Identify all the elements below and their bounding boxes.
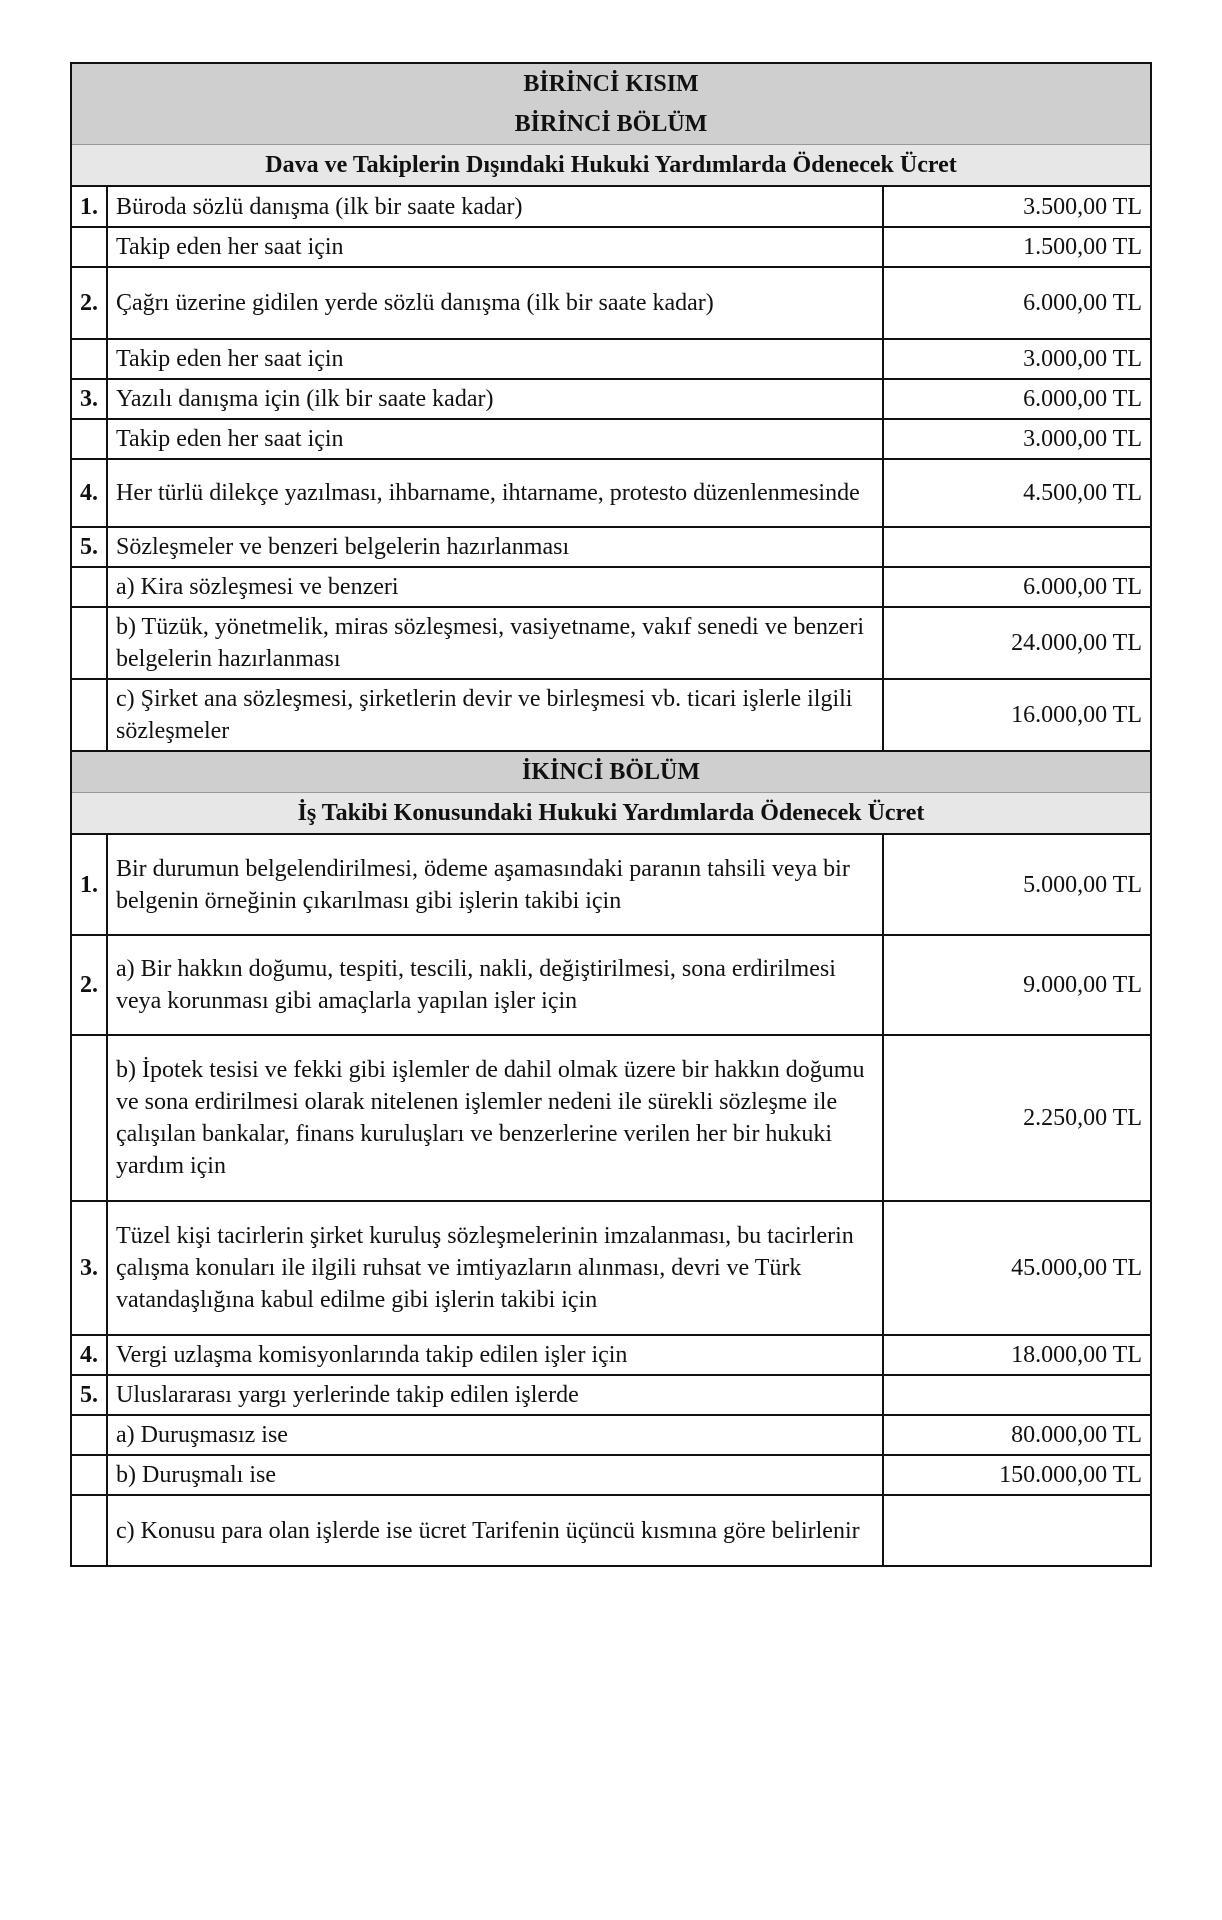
row-description: a) Bir hakkın doğumu, tespiti, tescili, nakli, değiştirilmesi, sona erdirilmesi veya korunması gibi amaçlarla yapılan işler için	[107, 935, 883, 1035]
table-row	[72, 379, 1150, 419]
table-row	[72, 679, 1150, 750]
row-description: Yazılı danışma için (ilk bir saate kadar)	[107, 379, 883, 419]
row-number	[72, 1495, 107, 1565]
table-row	[72, 607, 1150, 679]
section-1-table	[72, 187, 1150, 750]
row-amount: 5.000,00 TL	[883, 835, 1150, 935]
row-description: Vergi uzlaşma komisyonlarında takip edilen işler için	[107, 1335, 883, 1375]
table-row	[72, 187, 1150, 227]
fee-tariff-table	[70, 62, 1152, 1567]
row-number: 3.	[72, 379, 107, 419]
row-description: Çağrı üzerine gidilen yerde sözlü danışma (ilk bir saate kadar)	[107, 267, 883, 339]
row-description: c) Konusu para olan işlerde ise ücret Tarifenin üçüncü kısmına göre belirlenir	[107, 1495, 883, 1565]
section-1-title: BİRİNCİ BÖLÜM	[514, 111, 708, 137]
row-description: b) İpotek tesisi ve fekki gibi işlemler de dahil olmak üzere bir hakkın doğumu ve sona erdirilmesi olarak nitelenen işlemler nedeni ile sürekli sözleşme ile çalışılan bankalar, finans kuruluşları ve benzerlerine verilen her bir hukuki yardım için	[107, 1035, 883, 1201]
row-description: Büroda sözlü danışma (ilk bir saate kadar)	[107, 187, 883, 227]
row-number	[72, 1035, 107, 1201]
section-1-header	[72, 64, 1150, 187]
row-number	[72, 1415, 107, 1455]
row-number: 5.	[72, 527, 107, 567]
row-amount: 1.500,00 TL	[883, 227, 1150, 267]
row-number: 5.	[72, 1375, 107, 1415]
row-description: Tüzel kişi tacirlerin şirket kuruluş sözleşmelerinin imzalanması, bu tacirlerin çalışma konuları ile ilgili ruhsat ve imtiyazların alınması, devri ve Türk vatandaşlığına kabul edilme gibi işlerin takibi için	[107, 1201, 883, 1335]
table-row	[72, 1375, 1150, 1415]
row-number: 4.	[72, 459, 107, 527]
table-row	[72, 1201, 1150, 1335]
row-amount: 18.000,00 TL	[883, 1335, 1150, 1375]
row-number: 1.	[72, 187, 107, 227]
row-amount: 2.250,00 TL	[883, 1035, 1150, 1201]
table-row	[72, 1415, 1150, 1455]
table-row	[72, 1335, 1150, 1375]
row-description: a) Duruşmasız ise	[107, 1415, 883, 1455]
row-description: Her türlü dilekçe yazılması, ihbarname, ihtarname, protesto düzenlenmesinde	[107, 459, 883, 527]
row-description: c) Şirket ana sözleşmesi, şirketlerin devir ve birleşmesi vb. ticari işlerle ilgili sözleşmeler	[107, 679, 883, 750]
row-description: Uluslararası yargı yerlerinde takip edilen işlerde	[107, 1375, 883, 1415]
row-number: 2.	[72, 267, 107, 339]
row-description: Bir durumun belgelendirilmesi, ödeme aşamasındaki paranın tahsili veya bir belgenin örneğinin çıkarılması gibi işlerin takibi için	[107, 835, 883, 935]
table-row	[72, 267, 1150, 339]
row-number	[72, 339, 107, 379]
row-amount: 6.000,00 TL	[883, 379, 1150, 419]
row-number: 2.	[72, 935, 107, 1035]
row-number	[72, 227, 107, 267]
row-description: Takip eden her saat için	[107, 419, 883, 459]
table-row	[72, 527, 1150, 567]
row-number: 1.	[72, 835, 107, 935]
row-description: Takip eden her saat için	[107, 227, 883, 267]
table-row	[72, 1035, 1150, 1201]
row-number: 3.	[72, 1201, 107, 1335]
table-row	[72, 419, 1150, 459]
table-row	[72, 567, 1150, 607]
section-1-subtitle: Dava ve Takiplerin Dışındaki Hukuki Yardımlarda Ödenecek Ücret	[72, 144, 1150, 185]
row-amount: 3.500,00 TL	[883, 187, 1150, 227]
row-number	[72, 679, 107, 750]
section-2-subtitle: İş Takibi Konusundaki Hukuki Yardımlarda Ödenecek Ücret	[72, 792, 1150, 833]
table-row	[72, 227, 1150, 267]
table-row	[72, 459, 1150, 527]
row-amount: 6.000,00 TL	[883, 267, 1150, 339]
section-2-table	[72, 835, 1150, 1565]
table-row	[72, 835, 1150, 935]
section-2-title: İKİNCİ BÖLÜM	[521, 759, 701, 785]
table-row	[72, 339, 1150, 379]
row-amount: 80.000,00 TL	[883, 1415, 1150, 1455]
row-description: b) Tüzük, yönetmelik, miras sözleşmesi, vasiyetname, vakıf senedi ve benzeri belgelerin hazırlanması	[107, 607, 883, 679]
row-amount: 4.500,00 TL	[883, 459, 1150, 527]
row-amount	[883, 1495, 1150, 1565]
row-amount: 3.000,00 TL	[883, 339, 1150, 379]
row-number	[72, 607, 107, 679]
row-amount: 9.000,00 TL	[883, 935, 1150, 1035]
table-row	[72, 1455, 1150, 1495]
table-row	[72, 1495, 1150, 1565]
row-amount: 45.000,00 TL	[883, 1201, 1150, 1335]
row-amount: 6.000,00 TL	[883, 567, 1150, 607]
row-amount	[883, 527, 1150, 567]
row-description: b) Duruşmalı ise	[107, 1455, 883, 1495]
row-description: Takip eden her saat için	[107, 339, 883, 379]
row-description: Sözleşmeler ve benzeri belgelerin hazırlanması	[107, 527, 883, 567]
row-description: a) Kira sözleşmesi ve benzeri	[107, 567, 883, 607]
row-amount: 24.000,00 TL	[883, 607, 1150, 679]
row-number	[72, 567, 107, 607]
row-number	[72, 419, 107, 459]
row-amount: 150.000,00 TL	[883, 1455, 1150, 1495]
row-number	[72, 1455, 107, 1495]
part-title: BİRİNCİ KISIM	[523, 71, 699, 97]
row-amount: 3.000,00 TL	[883, 419, 1150, 459]
section-2-header	[72, 750, 1150, 835]
row-amount	[883, 1375, 1150, 1415]
table-row	[72, 935, 1150, 1035]
row-amount: 16.000,00 TL	[1011, 702, 1142, 728]
row-number: 4.	[72, 1335, 107, 1375]
